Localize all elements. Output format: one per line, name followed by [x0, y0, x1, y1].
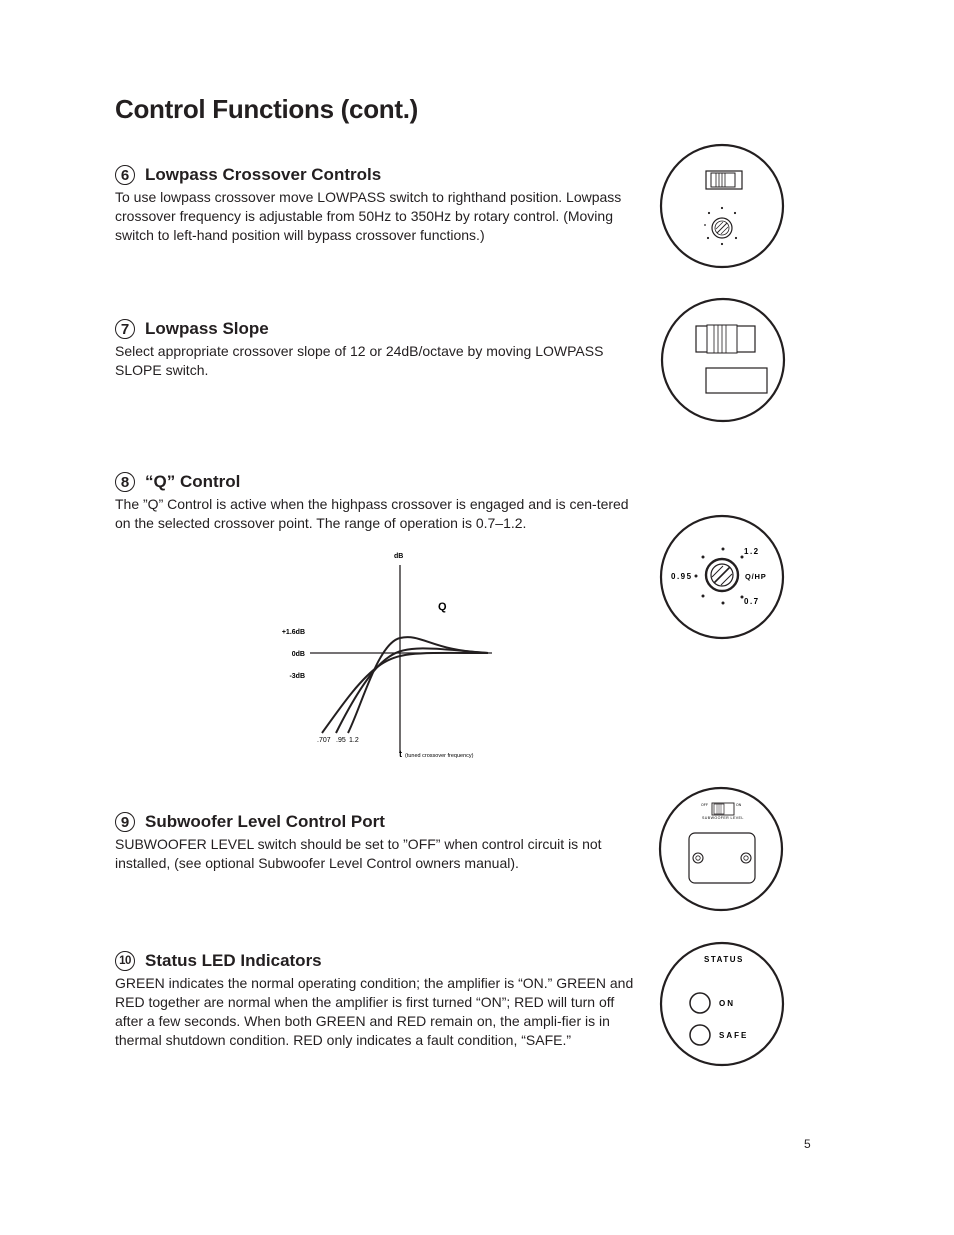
curve-q-1-2: [348, 637, 488, 733]
safe-led-icon: [690, 1025, 710, 1045]
y-tick-label: -3dB: [289, 673, 305, 680]
subwoofer-port-illustration: [656, 786, 786, 916]
section-number: 6: [115, 165, 135, 185]
lowpass-slope-illustration: [659, 296, 787, 426]
slope-label-box: [706, 368, 767, 393]
y-tick-label: 0dB: [291, 651, 305, 658]
left-screw-icon: [693, 853, 703, 863]
slope-switch-icon: [696, 325, 755, 353]
section-title: Status LED Indicators: [145, 951, 322, 970]
q-knob-icon: [706, 559, 738, 591]
on-led-icon: [690, 993, 710, 1013]
section-title: Lowpass Slope: [145, 319, 269, 338]
section-number: 9: [115, 812, 135, 832]
lowpass-crossover-illustration: [656, 142, 790, 272]
section-subwoofer-port: [115, 810, 645, 873]
status-led-illustration: [656, 940, 788, 1070]
curve-q-0-95: [336, 648, 488, 733]
q-label-1-2: 1.2: [744, 547, 760, 556]
on-label: ON: [736, 803, 742, 807]
curve-label: .707: [317, 737, 331, 744]
section-body: GREEN indicates the normal operating condition; the amplifier is “ON.” GREEN and RED together are normal when the amplifier is first turned “ON”; RED will turn off after a few seconds. When both GREEN and RED remain on, the ampli-fier is in thermal shutdown condition. RED only indicates a fault condition, “SAFE.”: [115, 975, 634, 1048]
x-axis-symbol: t: [399, 749, 402, 759]
lowpass-switch-icon: [706, 171, 742, 189]
section-title: Subwoofer Level Control Port: [145, 812, 385, 831]
curve-label: 1.2: [349, 737, 359, 744]
legend-title: Q: [438, 601, 447, 613]
section-body: The ”Q” Control is active when the highpass crossover is engaged and is cen-tered on the selected crossover point. The range of operation is 0.7–1.2.: [115, 496, 629, 531]
section-q-control: [115, 470, 645, 533]
section-body: Select appropriate crossover slope of 12 or 24dB/octave by moving LOWPASS SLOPE switch.: [115, 343, 604, 378]
page-number: 5: [804, 1137, 811, 1151]
section-number: 8: [115, 472, 135, 492]
safe-led-label: SAFE: [719, 1031, 749, 1040]
q-label-q-hp: Q/HP: [745, 572, 767, 581]
q-response-chart: [270, 545, 510, 765]
section-lowpass-crossover: [115, 163, 645, 245]
section-body: SUBWOOFER LEVEL switch should be set to ”OFF” when control circuit is not installed, (see optional Subwoofer Level Control owners manual).: [115, 836, 602, 871]
section-number: 7: [115, 319, 135, 339]
status-title: STATUS: [704, 955, 744, 964]
section-heading: [115, 810, 645, 834]
section-heading: [115, 470, 645, 494]
right-screw-icon: [741, 853, 751, 863]
section-status-leds: [115, 949, 645, 1050]
section-title: “Q” Control: [145, 472, 241, 491]
on-led-label: ON: [719, 999, 735, 1008]
section-heading: [115, 163, 645, 187]
q-label-0-95: 0.95: [671, 572, 693, 581]
subwoofer-switch-icon: [712, 803, 734, 815]
q-knob-illustration: [657, 513, 787, 643]
page-title: Control Functions (cont.): [115, 94, 419, 124]
section-title: Lowpass Crossover Controls: [145, 165, 382, 184]
curve-q-0-707: [322, 653, 488, 733]
section-body: To use lowpass crossover move LOWPASS switch to righthand position. Lowpass crossover frequency is adjustable from 50Hz to 350Hz by rotary control. (Moving switch to left-hand position will bypass crossover functions.): [115, 189, 622, 243]
x-axis-label: (tuned crossover frequency): [405, 753, 474, 759]
off-label: OFF: [701, 803, 708, 807]
subwoofer-level-label: SUBWOOFER LEVEL: [702, 816, 744, 820]
section-lowpass-slope: [115, 317, 645, 380]
section-heading: [115, 949, 645, 973]
section-number: 10: [115, 951, 135, 971]
y-tick-label: +1.6dB: [281, 629, 305, 636]
y-axis-label: dB: [394, 553, 404, 560]
q-label-0-7: 0.7: [744, 597, 760, 606]
section-heading: [115, 317, 645, 341]
curve-label: .95: [336, 737, 346, 744]
